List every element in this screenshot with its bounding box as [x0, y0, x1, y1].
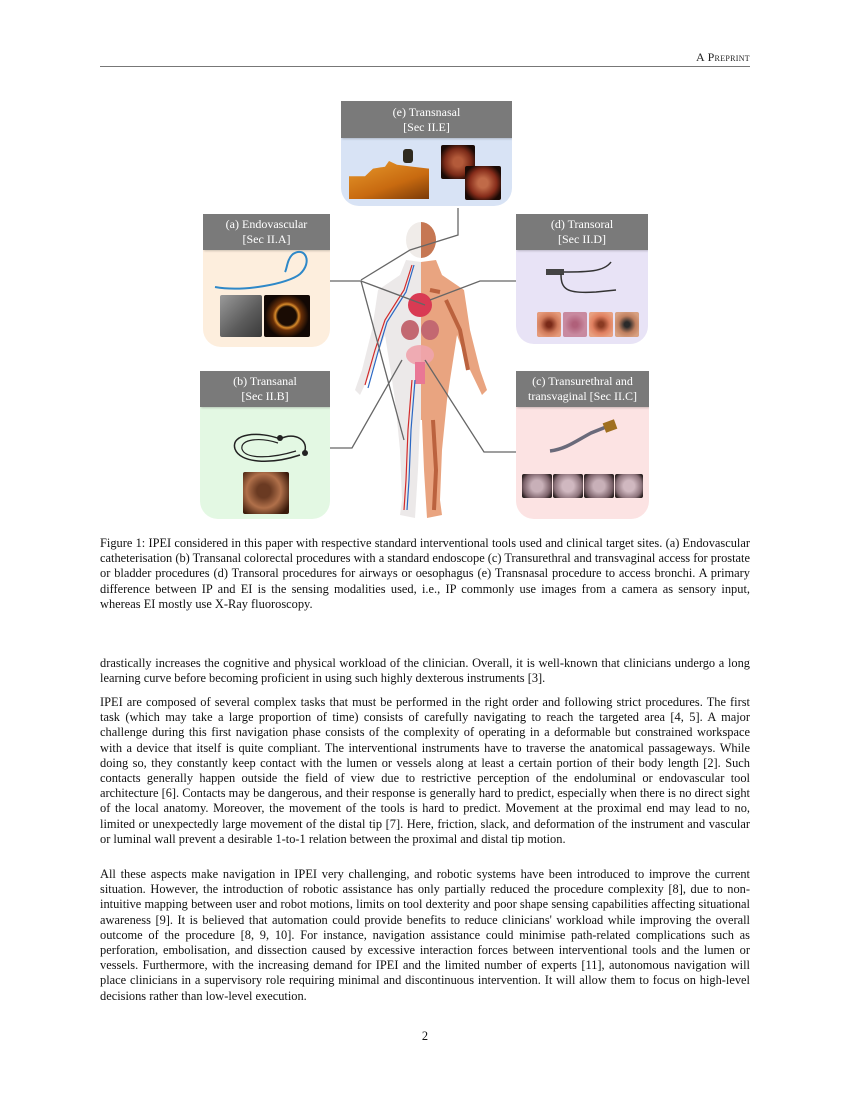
- panel-section: [Sec II.B]: [241, 389, 289, 403]
- panel-title: (a) Endovascular: [225, 217, 308, 231]
- body-paragraph-2: IPEI are composed of several complex tasks that must be performed in the right order and following strict procedures. The first task (which may take a large proportion of time) consists of carefully navigating to reach the targeted area [4, 5]. A major challenge during this first navigation phase consists of the complexity of operating in a deformable but constrained workspace with a device that itself is quite compliant. The interventional instruments have to traverse the anatomical passageways. While doing so, they constantly keep contact with the lumen or vessels along at least a certain portion of their body length [2]. Such contacts generally happen outside the field of view due to restrictive perception of the endoluminal or endovascular tool architecture [6]. Contacts may be dangerous, and their response is generally hard to predict, especially when there is no direct sight of the local anatomy. Moreover, the movement of the tools is hard to predict. Movement at the proximal end may lead to no, limited or unexpectedly large movement of the distal tip [7]. Here, friction, slack, and deformation of the instrument and vascular or luminal wall prevent a desirable 1-to-1 relation between the proximal and distal tip motion.: [100, 695, 750, 846]
- panel-title: (b) Transanal: [233, 374, 297, 388]
- page-number: 2: [421, 1029, 429, 1043]
- body-paragraph-1: drastically increases the cognitive and physical workload of the clinician. Overall, it is well-known that clinicians undergo a long learning curve before becoming proficient in using such highly dexterous instruments [3].: [100, 656, 750, 686]
- panel-title: (d) Transoral: [550, 217, 614, 231]
- figure-caption: Figure 1: IPEI considered in this paper with respective standard interventional tools used and clinical target sites. (a) Endovascular catheterisation (b) Transanal colorectal procedures with a standard endoscope (c) Transurethral and transvaginal access for prostate or bladder procedures (d) Transoral procedures for airways or oesophagus (e) Transnasal procedure to access bronchi. A primary difference between IP and EI is the sensing modalities used, i.e., IP commonly use images from a camera as sensory input, whereas EI mostly use X-Ray fluoroscopy.: [100, 536, 750, 611]
- panel-section: [Sec II.E]: [403, 119, 450, 134]
- panel-title: (e) Transnasal: [392, 104, 461, 119]
- body-paragraph-3: All these aspects make navigation in IPEI very challenging, and robotic systems have been introduced to improve the current situation. However, the introduction of robotic assistance has only partially reduced the procedure complexity [8], due to non-intuitive mapping between user and robot motions, limits on tool dexterity and poor shape sensing capabilities affecting situational awareness [9]. It is believed that automation could provide benefits to reduce clinicians' workload while improving the overall outcome of the procedure [8, 9, 10]. For instance, navigation assistance could minimise path-related complications such as perforation, embolisation, and dissection caused by excessive interaction forces between interventional tools and the lumen or vessels. Furthermore, with the increasing demand for IPEI and the limited number of experts [11], autonomous navigation will place clinicians in a supervisory role requiring minimal and discontinuous intervention. It will allow them to focus on high-level decisions rather than low-level execution.: [100, 867, 750, 1003]
- running-title: A Preprint: [695, 50, 750, 64]
- figure-1: [0, 0, 850, 530]
- panel-title: (c) Transurethral and: [532, 374, 633, 388]
- panel-section: transvaginal [Sec II.C]: [528, 389, 637, 403]
- panel-section: [Sec II.A]: [242, 232, 291, 246]
- panel-section: [Sec II.D]: [558, 232, 606, 246]
- human-anatomy-illustration: [0, 0, 850, 530]
